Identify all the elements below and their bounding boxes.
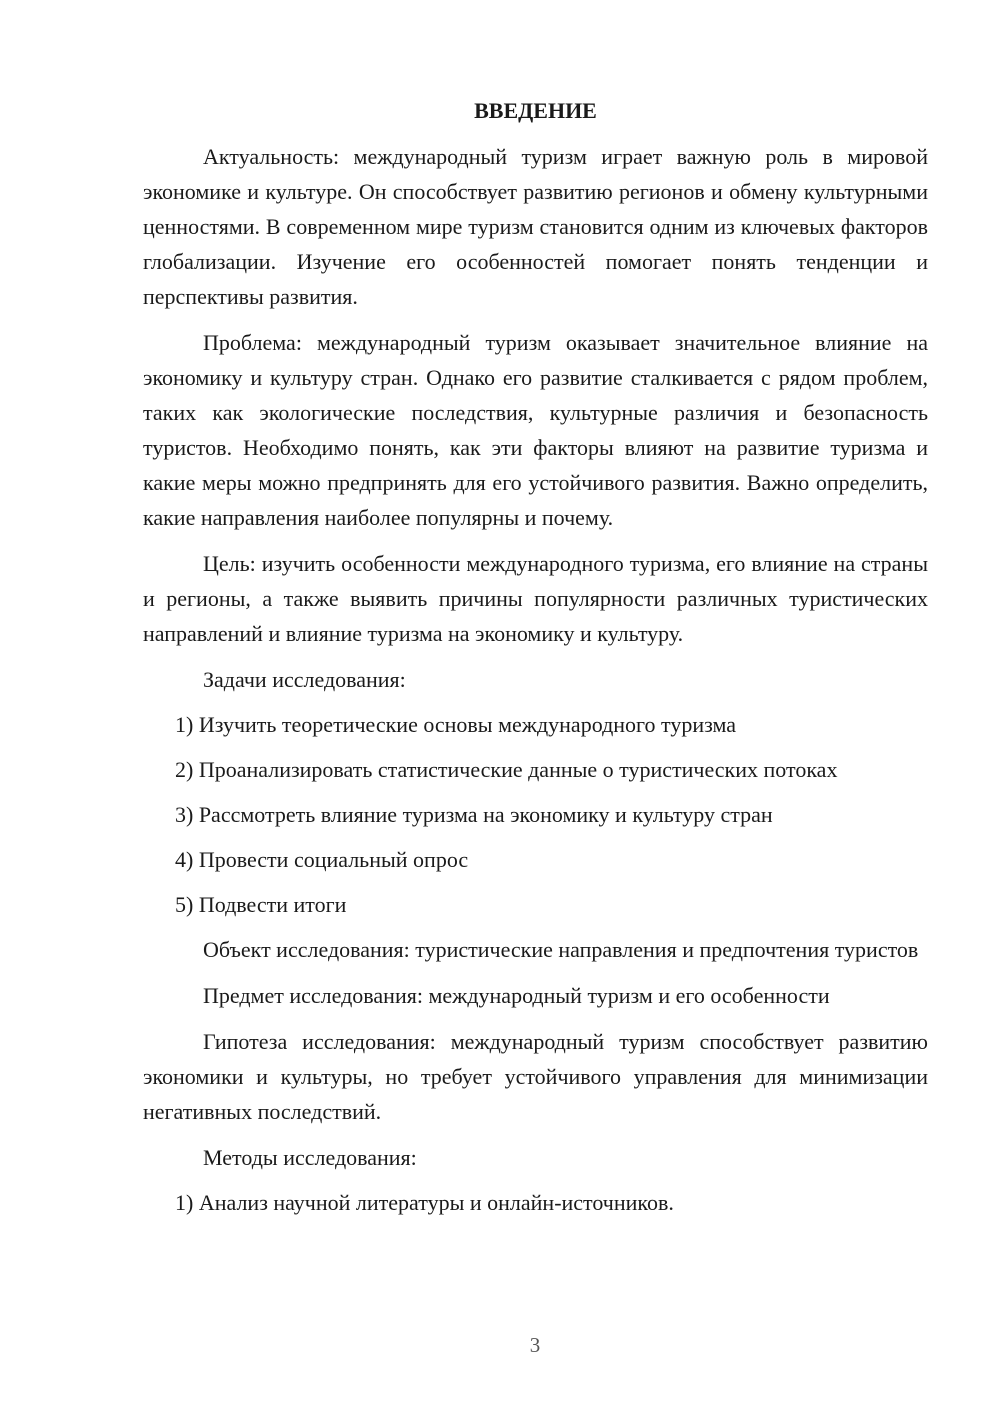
page-number: 3 [529, 1333, 541, 1357]
task-item: 4) Провести социальный опрос [175, 847, 469, 872]
task-item: 5) Подвести итоги [175, 892, 347, 917]
task-item: 1) Изучить теоретические основы международного туризма [175, 712, 737, 737]
methods-heading: Методы исследования: [203, 1145, 417, 1170]
problem-paragraph: Проблема: международный туризм оказывает значительное влияние на экономику и культуру стран. Однако его развитие сталкивается с рядом проблем, таких как экологические последствия, культурные различия и безопасность туристов. Необходимо понять, как эти факторы влияют на развитие туризма и какие меры можно предпринять для его устойчивого развития. Важно определить, какие направления наиболее популярны и почему. [143, 330, 928, 530]
method-item: 1) Анализ научной литературы и онлайн-источников. [175, 1190, 674, 1215]
tasks-list [143, 707, 928, 922]
subject-paragraph: Предмет исследования: международный туризм и его особенности [203, 983, 830, 1008]
hypothesis-paragraph: Гипотеза исследования: международный туризм способствует развитию экономики и культуры, но требует устойчивого управления для минимизации негативных последствий. [143, 1029, 928, 1124]
task-item: 3) Рассмотреть влияние туризма на экономику и культуру стран [175, 802, 773, 827]
relevance-paragraph: Актуальность: международный туризм играет важную роль в мировой экономике и культуре. Он способствует развитию регионов и обмену культурными ценностями. В современном мире туризм становится одним из ключевых факторов глобализации. Изучение его особенностей помогает понять тенденции и перспективы развития. [143, 144, 928, 309]
object-paragraph: Объект исследования: туристические направления и предпочтения туристов [203, 937, 919, 962]
methods-list [143, 1185, 928, 1220]
task-item: 2) Проанализировать статистические данные о туристических потоках [175, 757, 838, 782]
tasks-heading: Задачи исследования: [203, 667, 406, 692]
document-page [143, 95, 928, 1230]
goal-paragraph: Цель: изучить особенности международного туризма, его влияние на страны и регионы, а также выявить причины популярности различных туристических направлений и влияние туризма на экономику и культуру. [143, 551, 928, 646]
page-title: ВВЕДЕНИЕ [474, 98, 597, 123]
